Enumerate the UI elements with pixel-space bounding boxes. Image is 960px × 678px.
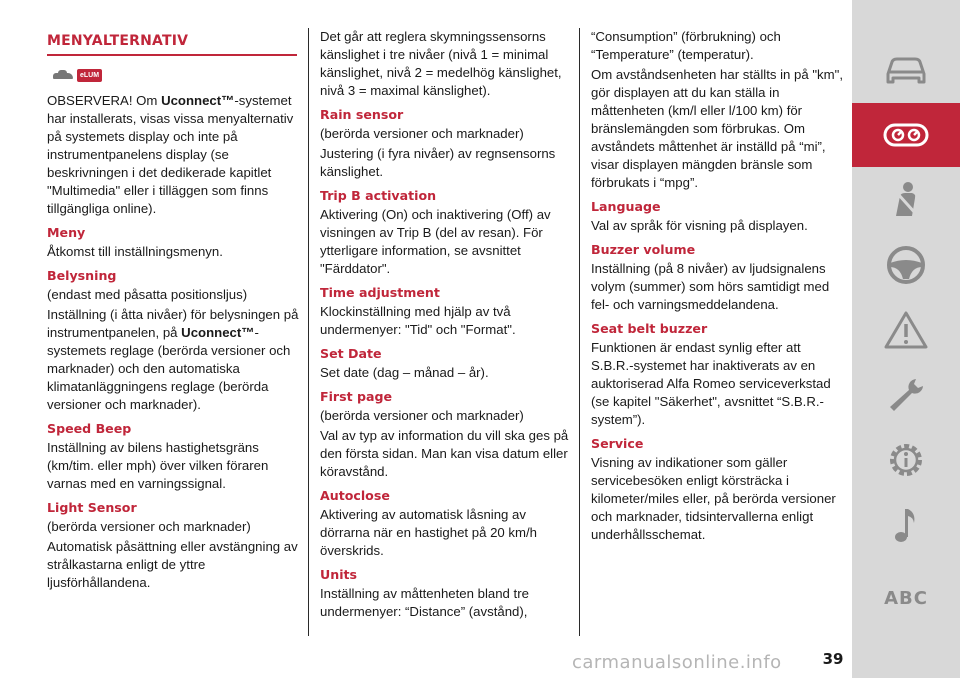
text-first-page: Val av typ av information du vill ska ges på den första sidan. Man kan visa datum eller köravstånd. [320,428,569,479]
text-language: Val av språk för visning på displayen. [591,218,808,233]
column-3 [591,28,843,546]
text-first-page-note: (berörda versioner och marknader) [320,408,524,423]
applicability-badges [53,66,299,84]
text-trip-b: Aktivering (On) och inaktivering (Off) av visningen av Trip B (del av resan). För ytterligare information, se avsnittet "Färddator". [320,207,551,276]
heading-set-date: Set Date [320,346,382,361]
text-meny: Åtkomst till inställningsmenyn. [47,244,223,259]
text-seat-belt-buzzer: Funktionen är endast synlig efter att S.B.R.-systemet har inaktiverats av en auktoriserad Alfa Romeo serviceverkstad (se kapitel "Säkerhet", avsnittet “S.B.R.-system”). [591,340,831,427]
text-rain-sensor: Justering (i fyra nivåer) av regnsensorns känslighet. [320,146,556,179]
chapter-tab-multimedia[interactable] [852,493,960,557]
heading-belysning: Belysning [47,268,117,283]
dashboard-gauges-icon [882,115,930,155]
column-divider [308,28,309,636]
gear-info-icon [882,440,930,480]
music-note-icon [882,505,930,545]
text-time-adjustment: Klockinställning med hjälp av två undermenyer: "Tid" och "Format". [320,304,516,337]
text-rain-note: (berörda versioner och marknader) [320,126,524,141]
text-buzzer-volume: Inställning (på 8 nivåer) av ljudsignalens volym (summer) som hörs samtidigt med fel- och varningsmeddelandena. [591,261,830,312]
text-fuel-units: Om avståndsenheten har ställts in på "km", gör displayen att du kan ställa in måttenheten (km/l eller l/100 km) för bränslemängden som förbrukas. Om avståndets måttenhet är inställd på “mi”, visar displayen mängden bränsle som förbrukats i “mpg”. [591,67,843,190]
chapter-sidebar [852,0,960,678]
belysning-text: Inställning (i åtta nivåer) för belysningen på instrumentpanelen, på [47,307,299,340]
heading-seat-belt-buzzer: Seat belt buzzer [591,321,708,336]
chapter-tab-index[interactable] [852,566,960,630]
intro-brand: Uconnect™ [161,93,235,108]
wrench-icon [882,375,930,415]
watermark: carmanualsonline.info [572,652,782,673]
text-units-continued: “Consumption” (förbrukning) och “Temperature” (temperatur). [591,29,781,62]
column-2 [320,28,572,623]
text-speed-beep: Inställning av bilens hastighetsgräns (km/tim. eller mph) över vilken föraren varnas med en varningssignal. [47,440,269,491]
belysning-text-rest: -systemets reglage (berörda versioner och marknader) och den automatiska klimatanläggningens reglage (berörda versioner och marknader). [47,325,291,412]
heading-autoclose: Autoclose [320,488,390,503]
heading-first-page: First page [320,389,393,404]
car-icon [882,50,930,90]
heading-service: Service [591,436,644,451]
intro-text: OBSERVERA! Om [47,93,162,108]
intro-text-rest: -systemet har installerats, visas vissa menyalternativ på systemets display och inte på instrumentpanelens display (se beskrivningen i det dedikerade kapitlet "Multimedia" eller i tilläggen som finns tillgängliga online). [47,93,294,216]
text-set-date: Set date (dag – månad – år). [320,365,489,380]
heading-units: Units [320,567,358,582]
text-service: Visning av indikationer som gäller servicebesöken enligt körsträcka i kilometer/miles eller, på berörda versioner och marknader, tidsintervallerna enligt underhållsschemat. [591,455,836,542]
elum-badge: eLUM [77,69,102,82]
section-title: MENYALTERNATIV [47,33,189,49]
chapter-tab-emergency[interactable] [852,298,960,362]
text-sensitivity: Det går att reglera skymningssensorns känslighet i tre nivåer (nivå 1 = minimal känslighet, nivå 2 = medelhög känslighet, nivå 3 = maximal känslighet). [320,29,562,98]
column-1 [47,28,299,594]
title-underline [47,54,297,56]
text-units: Inställning av måttenheten bland tre undermenyer: “Distance” (avstånd), [320,586,529,619]
text-autoclose: Aktivering av automatisk låsning av dörrarna när en hastighet på 20 km/h överskrids. [320,507,537,558]
text-light-sensor-note: (berörda versioner och marknader) [47,519,251,534]
heading-light-sensor: Light Sensor [47,500,137,515]
seatbelt-person-icon [882,180,930,220]
column-divider [579,28,580,636]
steering-wheel-icon [882,245,930,285]
chapter-tab-driving[interactable] [852,233,960,297]
intro-paragraph [47,92,299,218]
car-icon [53,70,73,80]
heading-rain-sensor: Rain sensor [320,107,404,122]
chapter-tab-dashboard[interactable] [852,103,960,167]
page-number: 39 [822,650,844,668]
warning-triangle-icon [882,310,930,350]
text-light-sensor: Automatisk påsättning eller avstängning av strålkastarna enligt de yttre ljusförhållandena. [47,539,298,590]
chapter-tab-maintenance[interactable] [852,363,960,427]
chapter-tab-vehicle[interactable] [852,38,960,102]
heading-trip-b: Trip B activation [320,188,437,203]
index-label: ABC [884,587,928,609]
heading-speed-beep: Speed Beep [47,421,132,436]
heading-buzzer-volume: Buzzer volume [591,242,696,257]
heading-language: Language [591,199,661,214]
text-belysning [47,306,299,414]
chapter-tab-technical-data[interactable] [852,428,960,492]
heading-time-adjustment: Time adjustment [320,285,440,300]
heading-meny: Meny [47,225,86,240]
chapter-tab-safety[interactable] [852,168,960,232]
belysning-brand: Uconnect™ [181,325,255,340]
text-belysning-note: (endast med påsatta positionsljus) [47,287,248,302]
